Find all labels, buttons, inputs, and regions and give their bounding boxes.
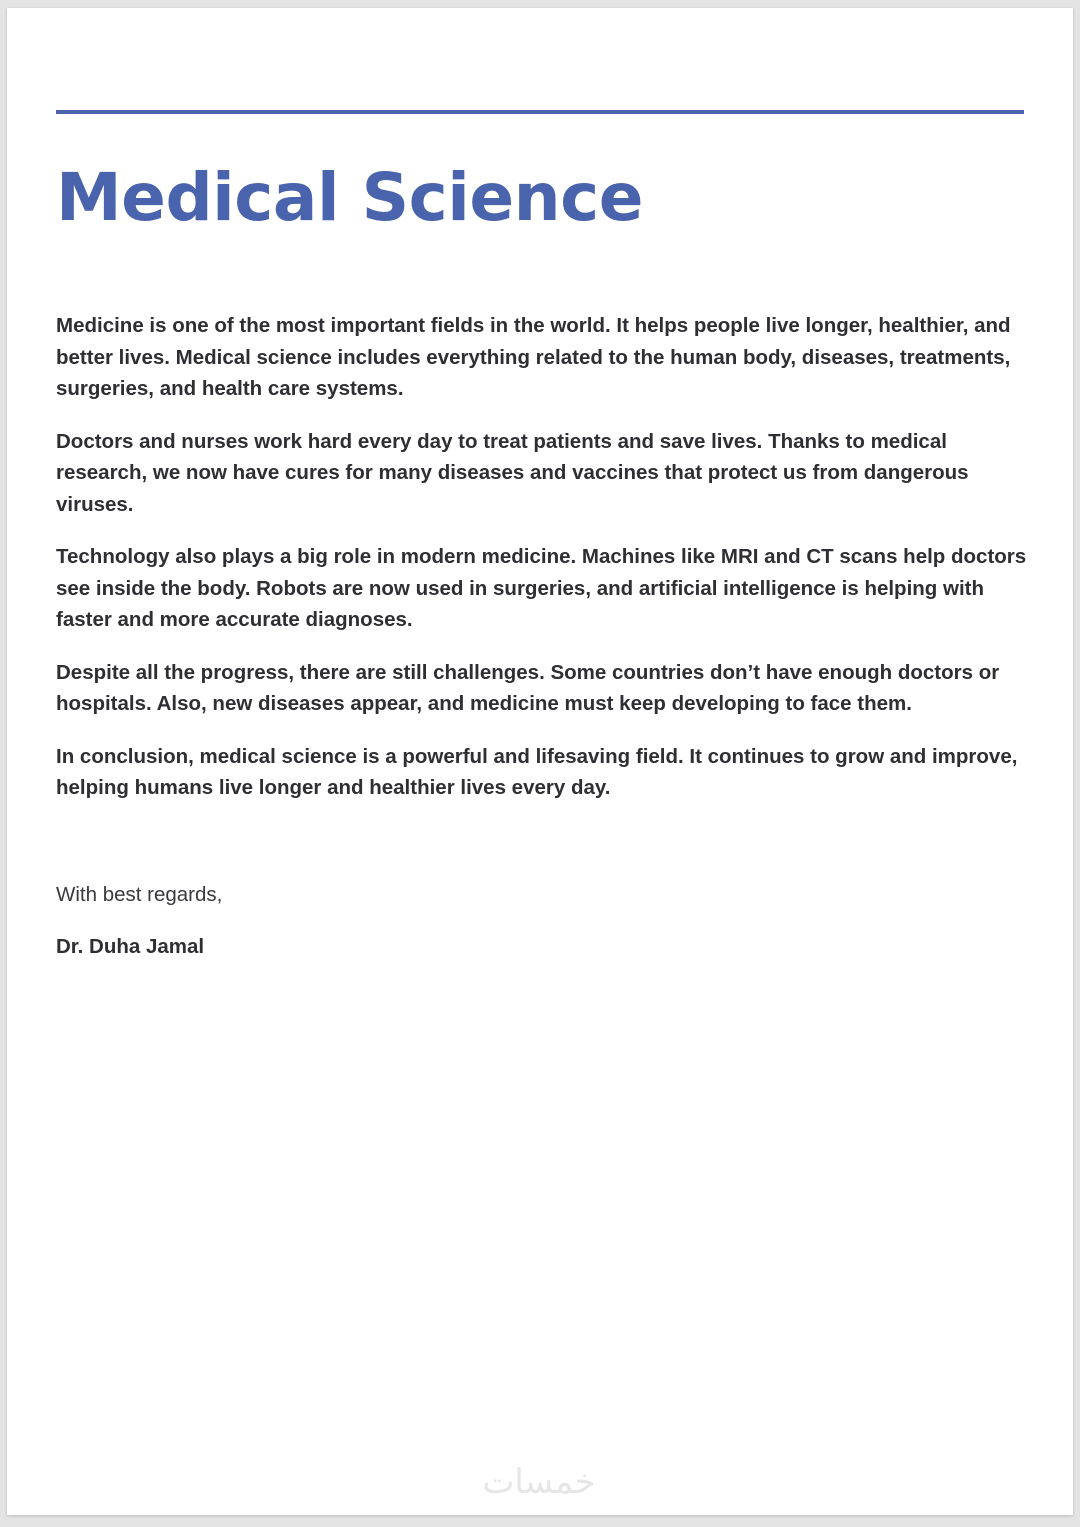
closing-line: With best regards, bbox=[56, 883, 223, 906]
paragraph-challenges: Despite all the progress, there are still challenges. Some countries don’t have enough doctors or hospitals. Also, new diseases appear, and medicine must keep developing to face them. bbox=[56, 660, 1000, 715]
document-page bbox=[7, 8, 1073, 1515]
paragraph-intro: Medicine is one of the most important fields in the world. It helps people live longer, healthier, and better lives. Medical science includes everything related to the human body, diseases, treatments, surgeries, and health care systems. bbox=[56, 314, 1011, 400]
watermark-logo: خمسات bbox=[482, 1462, 596, 1502]
paragraph-conclusion: In conclusion, medical science is a powerful and lifesaving field. It continues to grow and improve, helping humans live longer and healthier lives every day. bbox=[56, 744, 1018, 799]
signature: Dr. Duha Jamal bbox=[56, 935, 205, 958]
page-title: Medical Science bbox=[56, 159, 643, 236]
paragraph-doctors: Doctors and nurses work hard every day to treat patients and save lives. Thanks to medical research, we now have cures for many diseases and vaccines that protect us from dangerous viruses. bbox=[56, 429, 969, 516]
document-body bbox=[56, 310, 1036, 825]
paragraph-technology: Technology also plays a big role in modern medicine. Machines like MRI and CT scans help doctors see inside the body. Robots are now used in surgeries, and artificial intelligence is helping with faster and more accurate diagnoses. bbox=[56, 545, 1027, 631]
header-divider bbox=[56, 110, 1024, 114]
